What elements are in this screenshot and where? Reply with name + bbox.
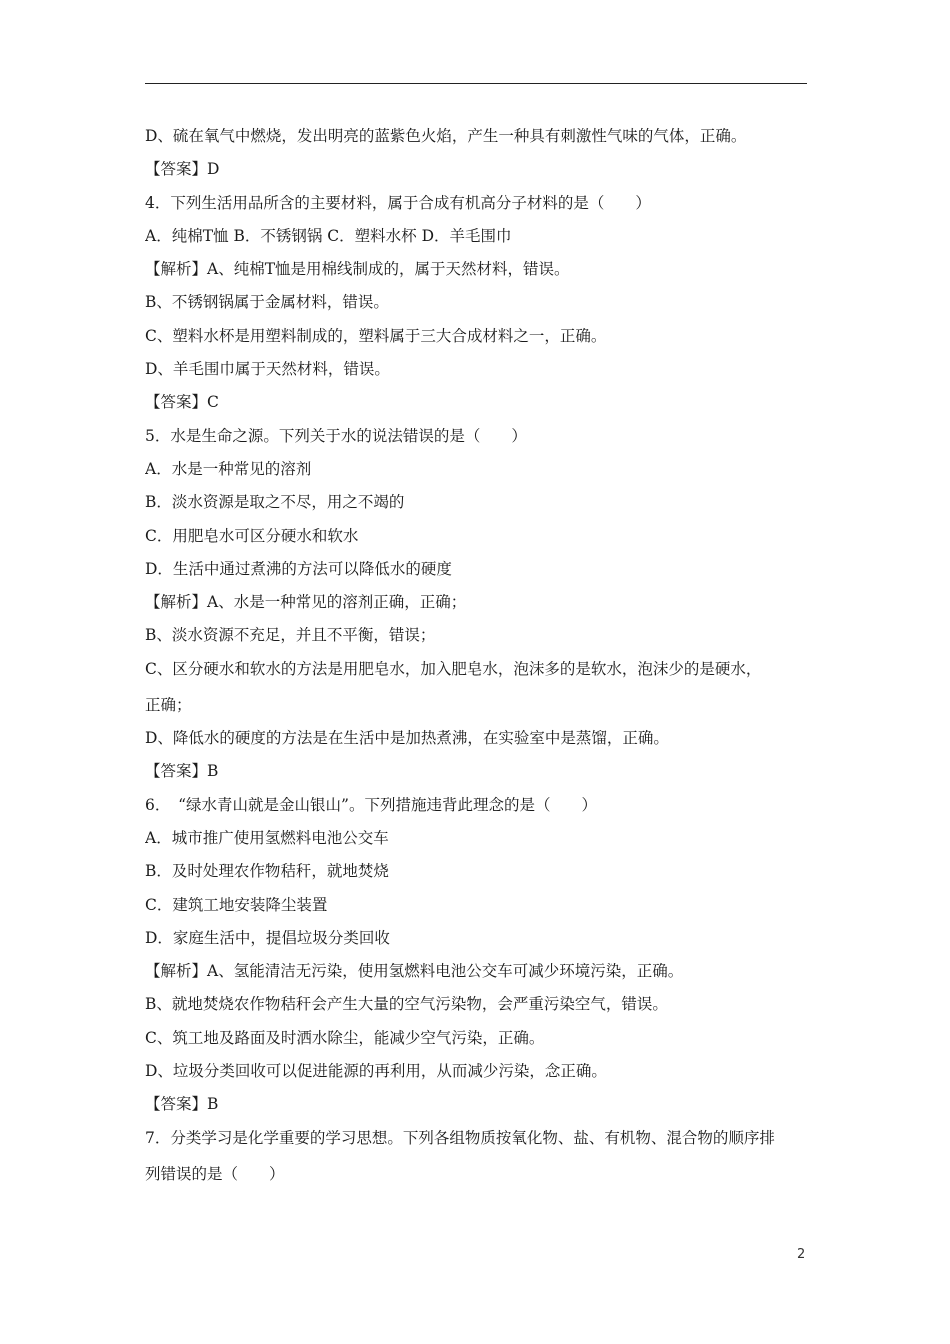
question-option: C．用肥皂水可区分硬水和软水 <box>145 526 359 545</box>
analysis-line: 正确； <box>145 695 192 714</box>
analysis-line: D、羊毛围巾属于天然材料，错误。 <box>145 360 390 379</box>
question-option: A．水是一种常见的溶剂 <box>145 459 312 478</box>
analysis-line: D、降低水的硬度的方法是在生活中是加热煮沸，在实验室中是蒸馏，正确。 <box>145 729 669 748</box>
document-body <box>145 120 807 1191</box>
question-stem-continuation: 列错误的是（ ） <box>145 1164 285 1183</box>
header-rule <box>145 83 807 84</box>
analysis-line: B、不锈钢锅属于金属材料，错误。 <box>145 293 389 312</box>
analysis-line: C、塑料水杯是用塑料制成的，塑料属于三大合成材料之一，正确。 <box>145 326 607 345</box>
analysis-line: B、就地焚烧农作物秸秆会产生大量的空气污染物，会严重污染空气，错误。 <box>145 995 668 1014</box>
answer-line: 【答案】C <box>145 393 219 412</box>
question-option: D．生活中通过煮沸的方法可以降低水的硬度 <box>145 559 452 578</box>
question-option: B．淡水资源是取之不尽，用之不竭的 <box>145 493 405 512</box>
analysis-line: 【解析】A、水是一种常见的溶剂正确，正确； <box>145 593 467 612</box>
question-option: C．建筑工地安装降尘装置 <box>145 895 328 914</box>
analysis-line: 【解析】A、纯棉T恤是用棉线制成的，属于天然材料，错误。 <box>145 260 570 279</box>
analysis-line: 【解析】A、氢能清洁无污染，使用氢燃料电池公交车可减少环境污染，正确。 <box>145 962 684 981</box>
question-options: A．纯棉T恤 B．不锈钢锅 C．塑料水杯 D．羊毛围巾 <box>145 226 512 245</box>
answer-line: 【答案】B <box>145 1095 219 1114</box>
question-stem: 6． “绿水青山就是金山银山”。下列措施违背此理念的是（ ） <box>145 795 597 814</box>
analysis-line: C、区分硬水和软水的方法是用肥皂水，加入肥皂水，泡沫多的是软水，泡沫少的是硬水， <box>145 659 762 678</box>
analysis-line: C、筑工地及路面及时洒水除尘，能减少空气污染，正确。 <box>145 1028 545 1047</box>
text-line: D、硫在氧气中燃烧，发出明亮的蓝紫色火焰，产生一种具有刺激性气味的气体，正确。 <box>145 127 747 145</box>
answer-line: 【答案】B <box>145 762 219 781</box>
question-stem: 7．分类学习是化学重要的学习思想。下列各组物质按氧化物、盐、有机物、混合物的顺序排 <box>145 1128 775 1147</box>
question-option: B．及时处理农作物秸秆，就地焚烧 <box>145 862 389 881</box>
question-stem: 4．下列生活用品所含的主要材料，属于合成有机高分子材料的是（ ） <box>145 193 651 212</box>
question-option: A．城市推广使用氢燃料电池公交车 <box>145 828 389 847</box>
question-option: D．家庭生活中，提倡垃圾分类回收 <box>145 928 390 947</box>
analysis-line: B、淡水资源不充足，并且不平衡，错误； <box>145 626 436 645</box>
question-stem: 5．水是生命之源。下列关于水的说法错误的是（ ） <box>145 426 527 445</box>
answer-line: 【答案】D <box>145 160 220 179</box>
page-number: 2 <box>797 1247 806 1262</box>
analysis-line: D、垃圾分类回收可以促进能源的再利用，从而减少污染，念正确。 <box>145 1062 607 1081</box>
